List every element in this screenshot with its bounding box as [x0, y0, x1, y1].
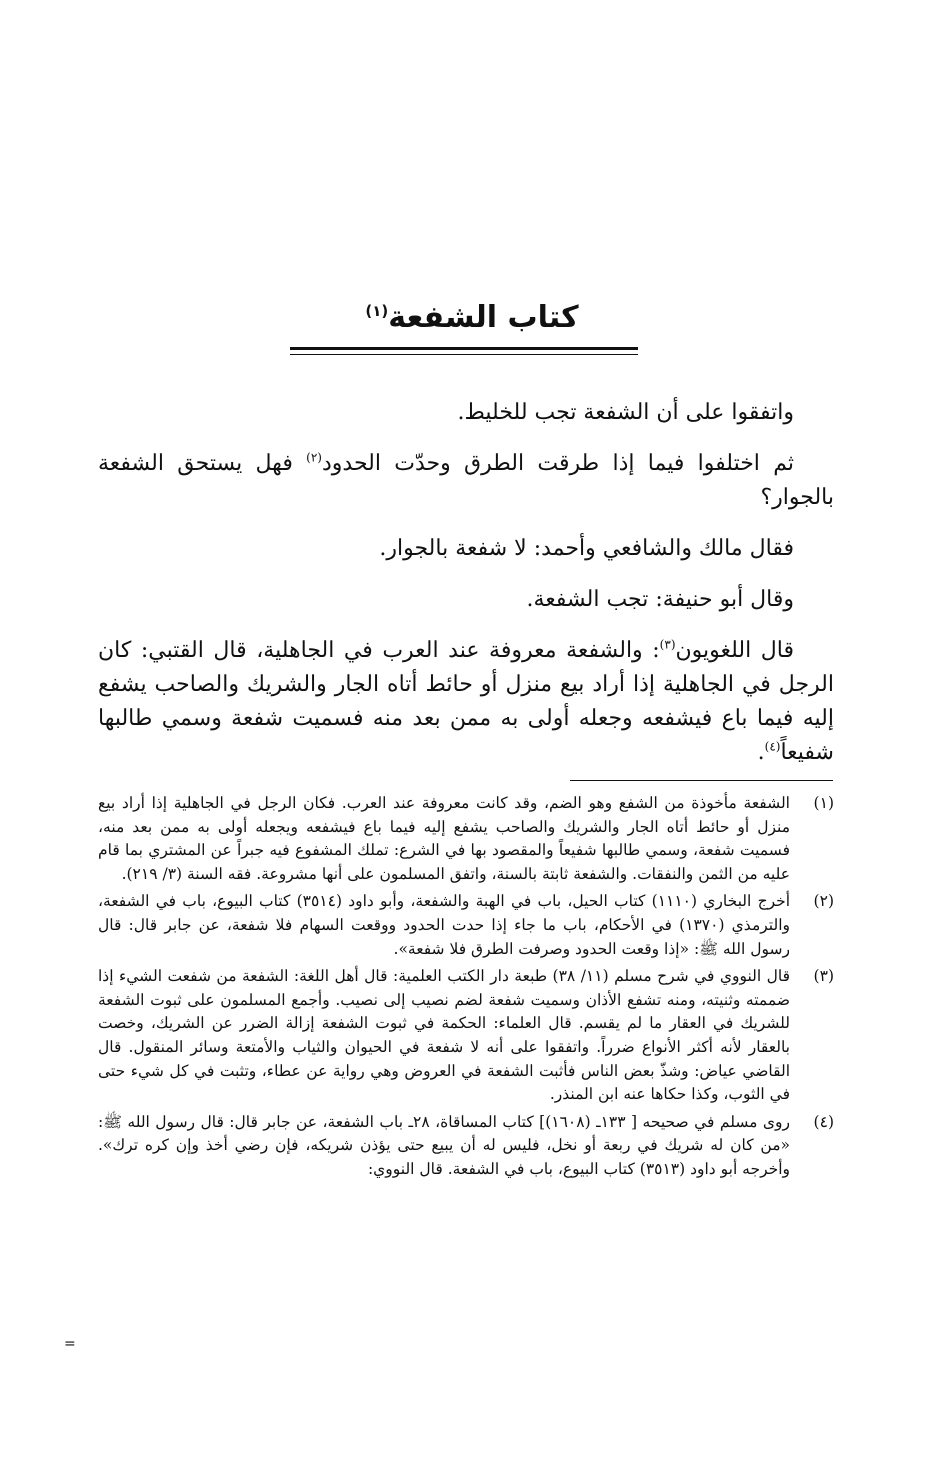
footnote-text: أخرج البخاري (١١١٠) كتاب الحيل، باب في الهبة والشفعة، وأبو داود (٣٥١٤) كتاب البيوع، باب في الشفعة، والترمذي (١٣٧٠) في الأحكام، باب ما جاء إذا حدت الحدود ووقعت السهام فلا شفعة، عن جابر قال: قال رسول الله ﷺ: «إذا وقعت الحدود وصرفت الطرق فلا شفعة». [98, 892, 791, 958]
chapter-title [0, 296, 944, 340]
paragraph-5-part-c: . [757, 740, 765, 765]
footnote-number: (٤) [813, 1112, 834, 1131]
paragraph-2-part-b: فهل يستحق الشفعة بالجوار؟ [98, 451, 834, 510]
footnote-3 [98, 965, 834, 1107]
paragraph-4: وقال أبو حنيفة: تجب الشفعة. [526, 587, 794, 612]
footnote-number: (٢) [813, 892, 834, 911]
footnote-ref-4: (٤) [764, 739, 781, 754]
footnote-4 [98, 1111, 834, 1182]
paragraph-5 [98, 634, 834, 770]
footnotes [98, 792, 834, 1186]
footnote-number: (١) [813, 794, 834, 812]
footnote-text: قال النووي في شرح مسلم (١١/ ٣٨) طبعة دار الكتب العلمية: قال أهل اللغة: الشفعة من شفعت الشيء إذا ضممته وثنيته، ومنه تشفع الأذان وسميت شفعة لضم نصيب إلى نصيب. وأجمع المسلمون على ثبوت الشفعة للشريك في العقار ما لم يقسم. قال العلماء: الحكمة في ثبوت الشفعة إزالة الضرر عن الشريك، وخصت بالعقار لأنه أكثر الأنواع ضرراً. واتفقوا على أنه لا شفعة في الحيوان والثياب والأمتعة وسائر المنقول. قال القاضي عياض: وشذّ بعض الناس فأثبت الشفعة في العروض وهي رواية عن عطاء، وتثبت في كل شيء حتى في الثوب، وكذا حكاها عنه ابن المنذر. [98, 967, 791, 1104]
footnote-text: الشفعة مأخوذة من الشفع وهو الضم، وقد كانت معروفة عند العرب. فكان الرجل في الجاهلية إذا أراد بيع منزل أو حائط أتاه الجار والشريك والصاحب يشفع إليه فيما باع فيشفعه ويجعله أولى به ممن بعد منه، فسميت شفعة، وسمي طالبها شفيعاً والمقصود بها في الشرع: تملك المشفوع فيه جبراً عن المشتري بما قام عليه من الثمن والنفقات. والشفعة ثابتة بالسنة، واتفق المسلمون على أنها مشروعة. فقه السنة (٣/ ٢١٩). [98, 794, 790, 883]
paragraph-5-part-b: : والشفعة معروفة عند العرب في الجاهلية، قال القتبي: كان الرجل في الجاهلية إذا أراد بيع منزل أو حائط أتاه الجار والشريك والصاحب يشفع إليه فيما باع فيشفعه وجعله أولى به ممن بعد منه فسميت شفعة وسمي طالبها شفيعاً [98, 638, 834, 765]
title-underline-thin [290, 354, 638, 355]
paragraph-2-part-a: ثم اختلفوا فيما إذا طرقت الطرق وحدّت الحدود [321, 451, 794, 476]
footnote-ref-1: (١) [365, 302, 389, 320]
footnote-1 [98, 792, 834, 886]
footnote-ref-3: (٣) [659, 637, 676, 652]
continuation-mark: = [64, 1336, 76, 1352]
footnote-separator [570, 780, 833, 781]
footnote-text: روى مسلم في صحيحه [ ١٣٣ـ (١٦٠٨)] كتاب المساقاة، ٢٨ـ باب الشفعة، عن جابر قال: قال رسول الله ﷺ: «من كان له شريك في ربعة أو نخل، فليس له أن يبيع حتى يؤذن شريكه، فإن رضي أخذ وإن كره ترك». وأخرجه أبو داود (٣٥١٣) كتاب البيوع، باب في الشفعة. قال النووي: [98, 1112, 791, 1178]
footnote-2 [98, 890, 834, 961]
chapter-title-text: كتاب الشفعة [388, 300, 579, 335]
main-text [98, 396, 834, 770]
paragraph-2 [98, 447, 834, 515]
footnote-number: (٣) [813, 967, 834, 986]
paragraph-5-part-a: قال اللغويون [675, 638, 794, 663]
paragraph-3: فقال مالك والشافعي وأحمد: لا شفعة بالجوار. [379, 536, 794, 561]
paragraph-1: واتفقوا على أن الشفعة تجب للخليط. [457, 400, 794, 425]
footnote-ref-2: (٢) [306, 450, 322, 465]
title-underline-thick [290, 347, 638, 350]
